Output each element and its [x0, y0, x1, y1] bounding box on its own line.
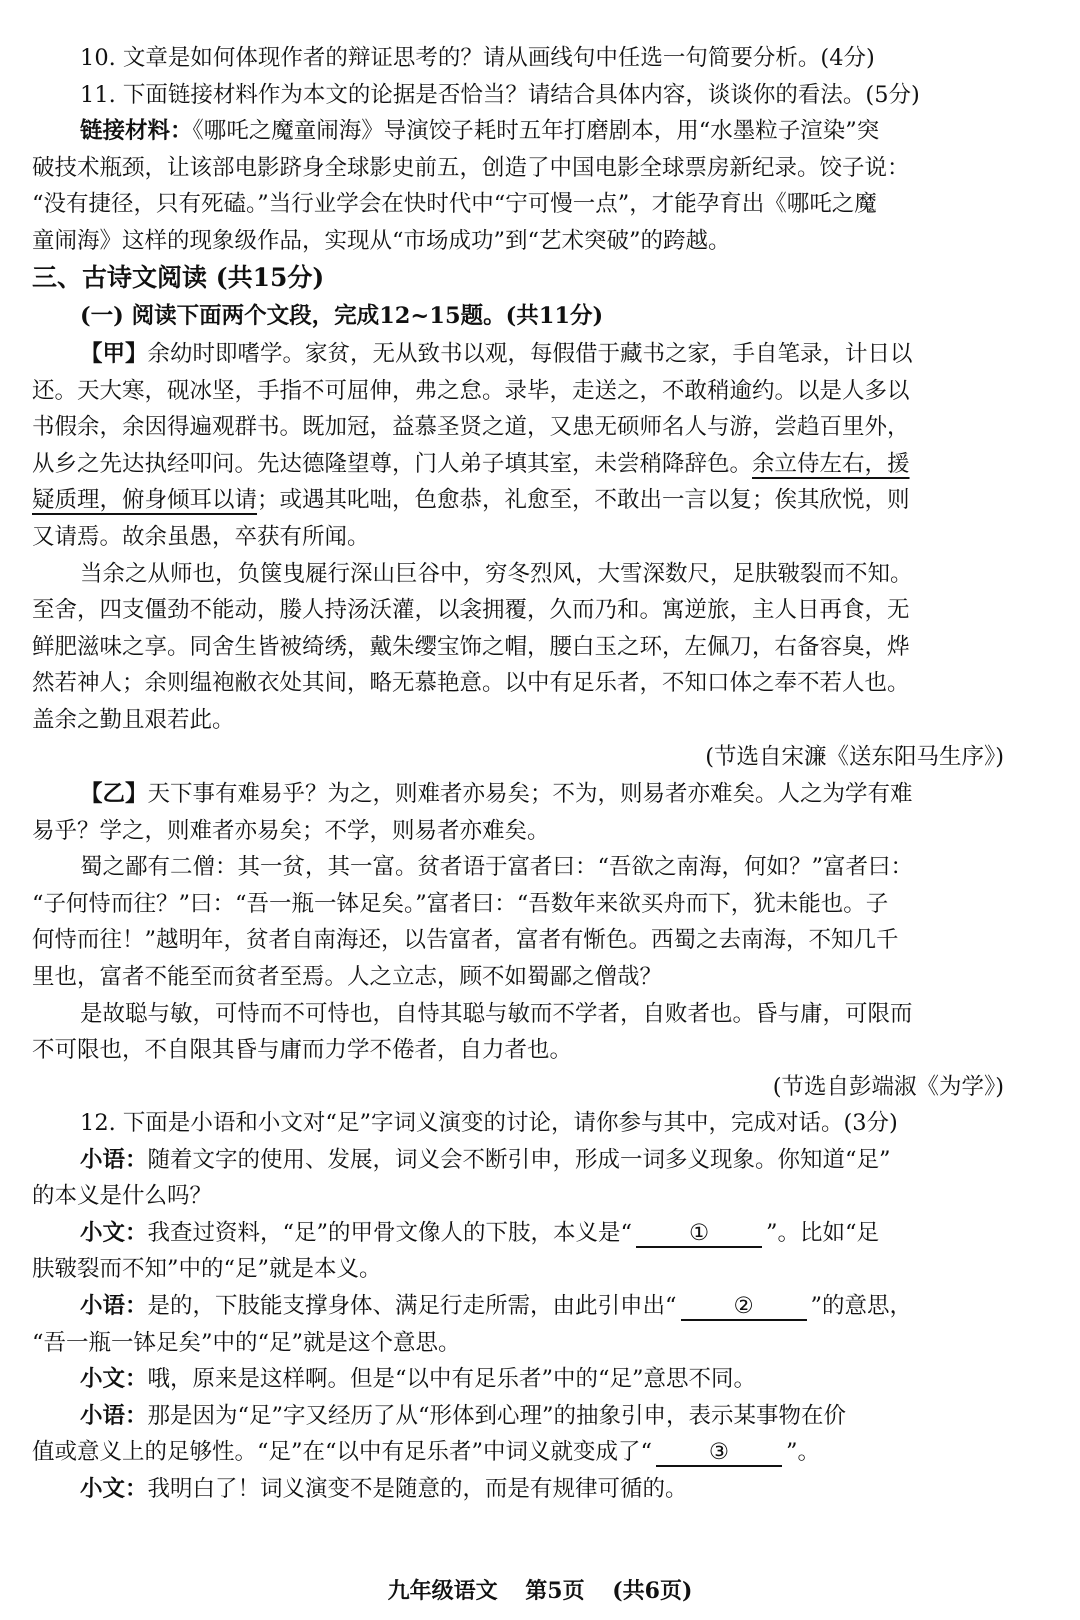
dialog-4-line-1: 小文：哦，原来是这样啊。但是“以中有足乐者”中的“足”意思不同。 — [80, 1366, 757, 1393]
speaker-label: 小文： — [80, 1366, 148, 1393]
yi-tag: 【乙】 — [80, 781, 148, 807]
link-material-line-3: “没有捷径，只有死磕。”当行业学会在快时代中“宁可慢一点”，才能孕育出《哪吒之魔 — [32, 191, 877, 218]
dialog-5-line-2: 值或意义上的足够性。“足”在“以中有足乐者”中词义就变成了“ ③ ”。 — [32, 1439, 821, 1466]
dialog-6-line-1: 小文：我明白了！词义演变不是随意的，而是有规律可循的。 — [80, 1475, 688, 1502]
section-title: 三、古诗文阅读 — [32, 263, 208, 292]
dialog-3-line-1: 小语：是的，下肢能支撑身体、满足行走所需，由此引申出“ ② ”的意思， — [80, 1292, 913, 1319]
yi-p2-line-4: 里也，富者不能至而贫者至焉。人之立志，顾不如蜀鄙之僧哉？ — [32, 963, 663, 990]
dialog-2-line-1: 小文：我查过资料，“足”的甲骨文像人的下肢，本义是“ ① ”。比如“足 — [80, 1219, 880, 1246]
dialog-1-line-2: 的本义是什么吗？ — [32, 1183, 213, 1210]
yi-line-2: 易乎？学之，则难者亦易矣；不学，则易者亦难矣。 — [32, 817, 550, 844]
jia-p2-line-3: 鲜肥滋味之享。同舍生皆被绮绣，戴朱缨宝饰之帽，腰白玉之环，左佩刀，右备容臭，烨 — [32, 633, 910, 660]
answer-blank-1[interactable]: ① — [636, 1220, 762, 1248]
answer-blank-2[interactable]: ② — [681, 1293, 807, 1321]
page-footer — [0, 1574, 1080, 1605]
underlined-sentence-cont: 疑质理，俯身倾耳以请 — [32, 487, 258, 514]
yi-source: (节选自彭端淑《为学》) — [772, 1073, 1004, 1100]
question-12: 12. 下面是小语和小文对“足”字词义演变的讨论，请你参与其中，完成对话。(3分) — [80, 1110, 898, 1136]
footer-course: 九年级语文 — [387, 1578, 498, 1604]
passage-jia — [32, 336, 1042, 775]
section-3-heading — [32, 260, 1042, 297]
footer-total: (共6页) — [612, 1578, 693, 1604]
yi-p2-line-2: “子何恃而往？”曰：“吾一瓶一钵足矣。”富者曰：“吾数年来欲买舟而下，犹未能也。子 — [32, 890, 889, 917]
footer-page: 第5页 — [525, 1578, 585, 1604]
dialog-2-line-2: 肤皲裂而不知”中的“足”就是本义。 — [32, 1256, 382, 1283]
subsection-title: (一) 阅读下面两个文段，完成12~15题。(共11分) — [80, 303, 604, 329]
questions-10-11 — [32, 40, 1042, 260]
dialog-3-line-2: “吾一瓶一钵足矣”中的“足”就是这个意思。 — [32, 1329, 461, 1356]
passage-yi — [32, 776, 1042, 1105]
section-score: (共15分) — [215, 263, 325, 292]
question-12-block — [32, 1105, 1042, 1508]
answer-blank-3[interactable]: ③ — [656, 1439, 782, 1467]
jia-p2-line-1: 当余之从师也，负箧曳屣行深山巨谷中，穷冬烈风，大雪深数尺，足肤皲裂而不知。 — [80, 560, 913, 587]
subsection-1-heading — [32, 298, 1042, 335]
link-material-label: 链接材料： — [80, 118, 193, 145]
speaker-label: 小文： — [80, 1475, 148, 1502]
jia-line-2: 还。天大寒，砚冰坚，手指不可屈伸，弗之怠。录毕，走送之，不敢稍逾约。以是人多以 — [32, 377, 910, 404]
jia-tag: 【甲】 — [80, 341, 148, 367]
speaker-label: 小语： — [80, 1146, 148, 1173]
dialog-5-line-1: 小语：那是因为“足”字又经历了从“形体到心理”的抽象引申，表示某事物在价 — [80, 1402, 847, 1429]
jia-line-5: 疑质理，俯身倾耳以请；或遇其叱咄，色愈恭，礼愈至，不敢出一言以复；俟其欣悦，则 — [32, 487, 910, 514]
link-material-line-4: 童闹海》这样的现象级作品，实现从“市场成功”到“艺术突破”的跨越。 — [32, 227, 731, 254]
speaker-label: 小语： — [80, 1292, 148, 1319]
jia-p2-line-4: 然若神人；余则缊袍敝衣处其间，略无慕艳意。以中有足乐者，不知口体之奉不若人也。 — [32, 670, 910, 697]
yi-line-1: 【乙】天下事有难易乎？为之，则难者亦易矣；不为，则易者亦难矣。人之为学有难 — [80, 781, 913, 807]
link-material-line-2: 破技术瓶颈，让该部电影跻身全球影史前五，创造了中国电影全球票房新纪录。饺子说： — [32, 154, 910, 181]
jia-p2-line-5: 盖余之勤且艰若此。 — [32, 706, 235, 733]
jia-p2-line-2: 至舍，四支僵劲不能动，媵人持汤沃灌，以衾拥覆，久而乃和。寓逆旅，主人日再食，无 — [32, 597, 910, 624]
jia-source: (节选自宋濂《送东阳马生序》) — [705, 743, 1004, 770]
jia-line-6: 又请焉。故余虽愚，卒获有所闻。 — [32, 523, 370, 550]
yi-p2-line-1: 蜀之鄙有二僧：其一贫，其一富。贫者语于富者曰：“吾欲之南海，何如？”富者曰： — [80, 854, 914, 881]
yi-p3-line-1: 是故聪与敏，可恃而不可恃也，自恃其聪与敏而不学者，自败者也。昏与庸，可限而 — [80, 1000, 913, 1027]
speaker-label: 小文： — [80, 1219, 148, 1246]
question-10: 10. 文章是如何体现作者的辩证思考的？请从画线句中任选一句简要分析。(4分) — [80, 45, 875, 71]
jia-line-1: 【甲】余幼时即嗜学。家贫，无从致书以观，每假借于藏书之家，手自笔录，计日以 — [80, 341, 913, 367]
speaker-label: 小语： — [80, 1402, 148, 1429]
dialog-1-line-1: 小语：随着文字的使用、发展，词义会不断引申，形成一词多义现象。你知道“足” — [80, 1146, 891, 1173]
yi-p2-line-3: 何恃而往！”越明年，贫者自南海还，以告富者，富者有惭色。西蜀之去南海，不知几千 — [32, 927, 899, 954]
yi-p3-line-2: 不可限也，不自限其昏与庸而力学不倦者，自力者也。 — [32, 1037, 573, 1064]
jia-line-4: 从乡之先达执经叩问。先达德隆望尊，门人弟子填其室，未尝稍降辞色。余立侍左右，援 — [32, 450, 910, 477]
underlined-sentence: 余立侍左右，援 — [752, 450, 910, 477]
jia-line-3: 书假余，余因得遍观群书。既加冠，益慕圣贤之道，又患无硕师名人与游，尝趋百里外， — [32, 414, 910, 441]
question-11: 11. 下面链接材料作为本文的论据是否恰当？请结合具体内容，谈谈你的看法。(5分) — [80, 81, 920, 108]
link-material-line-1: 链接材料：《哪吒之魔童闹海》导演饺子耗时五年打磨剧本，用“水墨粒子渲染”突 — [80, 118, 880, 145]
